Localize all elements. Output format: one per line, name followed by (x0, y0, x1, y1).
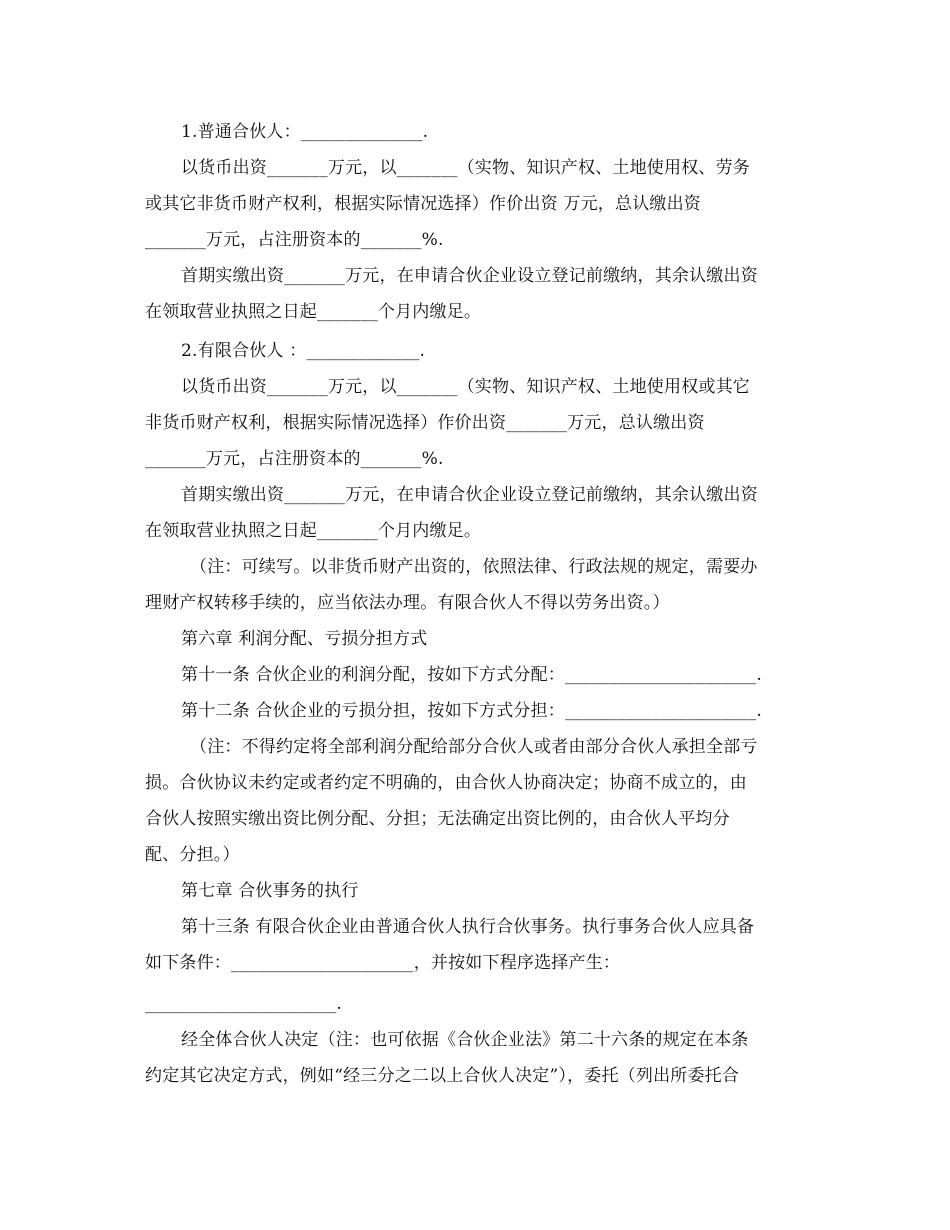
note-paragraph: （注：不得约定将全部利润分配给部分合伙人或者由部分合伙人承担全部亏 (190, 737, 758, 757)
note-paragraph: 合伙人按照实缴出资比例分配、分担；无法确定出资比例的，由合伙人平均分 (145, 809, 730, 829)
note-paragraph: （注：可续写。以非货币财产出资的，依照法律、行政法规的规定，需要办 (190, 557, 758, 577)
chapter-title: 第六章 利润分配、亏损分担方式 (181, 629, 428, 649)
paragraph-line: 在领取营业执照之日起_______个月内缴足。 (145, 521, 482, 541)
paragraph-line: 以货币出资_______万元，以_______（实物、知识产权、土地使用权、劳务 (181, 158, 750, 178)
paragraph-line: 首期实缴出资_______万元，在申请合伙企业设立登记前缴纳，其余认缴出资 (181, 266, 758, 286)
paragraph-line: 以货币出资_______万元，以_______（实物、知识产权、土地使用权或其它 (181, 377, 750, 397)
note-paragraph: 配、分担。） (145, 845, 240, 865)
paragraph-line: _______万元，占注册资本的_______%. (145, 230, 444, 250)
article-line: 第十三条 有限合伙企业由普通合伙人执行合伙事务。执行事务合伙人应具备 (181, 917, 755, 937)
paragraph-line: 或其它非货币财产权利，根据实际情况选择）作价出资 万元，总认缴出资 (145, 194, 702, 214)
note-paragraph: 理财产权转移手续的，应当依法办理。有限合伙人不得以劳务出资。） (145, 593, 670, 613)
general-partner-heading: 1.普通合伙人：______________. (181, 122, 429, 142)
article-line: 经全体合伙人决定（注：也可依据《合伙企业法》第二十六条的规定在本条 (181, 1030, 749, 1050)
paragraph-line: 在领取营业执照之日起_______个月内缴足。 (145, 302, 482, 322)
note-paragraph: 损。合伙协议未约定或者约定不明确的，由合伙人协商决定；协商不成立的，由 (145, 773, 747, 793)
paragraph-line: 非货币财产权利，根据实际情况选择）作价出资_______万元，总认缴出资 (145, 413, 705, 433)
article-line: 约定其它决定方式，例如“经三分之二以上合伙人决定”），委托（列出所委托合 (145, 1066, 740, 1086)
article-line: 第十二条 合伙企业的亏损分担，按如下方式分担：______________________. (181, 701, 763, 721)
article-line: ______________________. (145, 994, 343, 1014)
chapter-title: 第七章 合伙事务的执行 (181, 881, 359, 901)
limited-partner-heading: 2.有限合伙人 ：_____________. (181, 341, 426, 361)
article-line: 第十一条 合伙企业的利润分配，按如下方式分配：______________________. (181, 665, 763, 685)
paragraph-line: _______万元，占注册资本的_______%. (145, 449, 444, 469)
paragraph-line: 首期实缴出资_______万元，在申请合伙企业设立登记前缴纳，其余认缴出资 (181, 485, 758, 505)
article-line: 如下条件：_____________________，并按如下程序选择产生： (145, 953, 621, 973)
